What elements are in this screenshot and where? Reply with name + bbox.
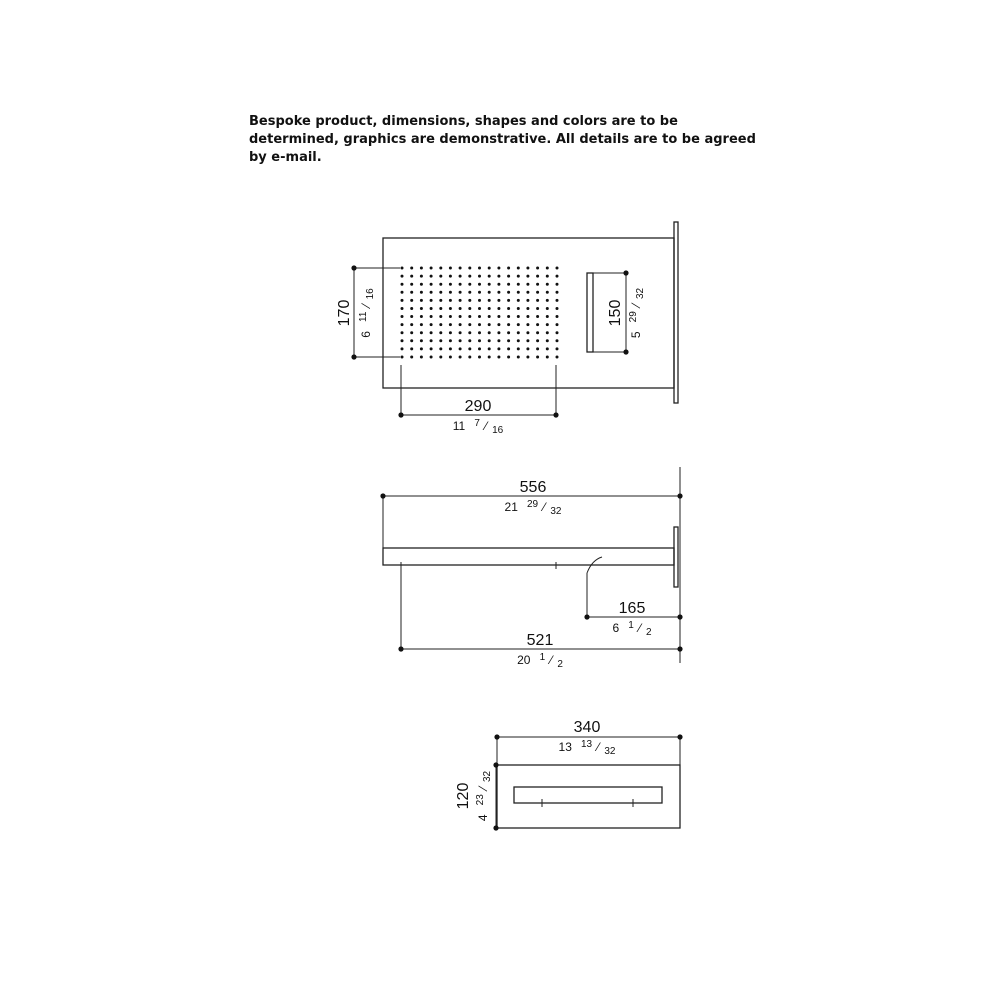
nozzle-dot xyxy=(420,356,423,359)
nozzle-dot xyxy=(536,356,539,359)
arm-profile xyxy=(383,548,674,565)
nozzle-dot xyxy=(449,267,452,270)
nozzle-dot xyxy=(526,323,529,326)
offset-inch-label: 6 $^1$ $_⁄$ 2 xyxy=(612,620,652,638)
nozzle-dot xyxy=(420,283,423,286)
nozzle-dot xyxy=(449,315,452,318)
nozzle-dot xyxy=(556,267,559,270)
nozzle-dot xyxy=(401,307,404,310)
nozzle-dot xyxy=(420,347,423,350)
front-slot xyxy=(514,787,662,803)
nozzle-dot xyxy=(420,307,423,310)
nozzle-dot xyxy=(507,299,510,302)
nozzle-dot xyxy=(410,275,413,278)
nozzle-dot xyxy=(507,315,510,318)
nozzle-dot xyxy=(468,315,471,318)
nozzle-dot xyxy=(488,331,491,334)
nozzle-dot xyxy=(468,299,471,302)
nozzle-dot xyxy=(430,275,433,278)
nozzle-dot xyxy=(449,299,452,302)
nozzle-dot xyxy=(488,291,491,294)
length-inch-label: 20 $^1$ $_⁄$ 2 xyxy=(517,652,563,670)
nozzle-dot xyxy=(449,307,452,310)
front-width-mm-label: 340 xyxy=(573,719,601,736)
nozzle-dot xyxy=(497,347,500,350)
total-mm-label: 556 xyxy=(519,479,547,496)
nozzle-dot xyxy=(468,347,471,350)
nozzle-dot xyxy=(536,267,539,270)
nozzle-dot xyxy=(430,347,433,350)
nozzle-dot xyxy=(459,283,462,286)
nozzle-dot xyxy=(478,315,481,318)
nozzle-dot xyxy=(449,356,452,359)
nozzle-dot xyxy=(439,267,442,270)
nozzle-dot xyxy=(497,291,500,294)
nozzle-dot xyxy=(517,356,520,359)
nozzle-dot xyxy=(556,275,559,278)
nozzle-dot xyxy=(459,267,462,270)
nozzle-dot xyxy=(401,315,404,318)
nozzle-dot xyxy=(410,315,413,318)
waterfall-slot xyxy=(587,273,593,352)
notice-text: Bespoke product, dimensions, shapes and colors are to be determined, graphics are demonstrative. All details are to be agreed by e-mail. xyxy=(249,114,756,165)
nozzle-dot xyxy=(497,356,500,359)
nozzle-dot xyxy=(526,356,529,359)
nozzle-dot xyxy=(478,356,481,359)
nozzle-dot xyxy=(468,275,471,278)
nozzle-dot xyxy=(410,331,413,334)
nozzle-dot xyxy=(488,275,491,278)
nozzle-dot xyxy=(507,283,510,286)
nozzle-dot xyxy=(517,275,520,278)
nozzle-dot xyxy=(488,356,491,359)
nozzle-dot xyxy=(439,323,442,326)
height-dimension xyxy=(336,265,400,359)
nozzle-dot xyxy=(449,283,452,286)
nozzle-dot xyxy=(468,283,471,286)
nozzle-dot xyxy=(526,283,529,286)
nozzle-dot xyxy=(536,299,539,302)
nozzle-dot xyxy=(420,291,423,294)
nozzle-dot xyxy=(507,339,510,342)
nozzle-dot xyxy=(546,315,549,318)
nozzle-dot xyxy=(497,331,500,334)
nozzle-dot xyxy=(430,356,433,359)
nozzle-dot xyxy=(536,339,539,342)
total-inch-label: 21 $^{29}$ $_⁄$ 32 xyxy=(504,499,562,517)
nozzle-dot xyxy=(526,331,529,334)
nozzle-dot xyxy=(420,267,423,270)
nozzle-dot xyxy=(468,323,471,326)
nozzle-dot xyxy=(497,267,500,270)
nozzle-dot xyxy=(507,356,510,359)
nozzle-dot xyxy=(517,323,520,326)
nozzle-dot xyxy=(497,315,500,318)
nozzle-dot xyxy=(459,307,462,310)
nozzle-dot xyxy=(488,299,491,302)
nozzle-dot xyxy=(526,347,529,350)
front-width-inch-label: 13 $^{13}$ $_⁄$ 32 xyxy=(558,739,616,757)
nozzle-dot xyxy=(478,283,481,286)
nozzle-dot xyxy=(439,339,442,342)
nozzle-dot xyxy=(410,356,413,359)
nozzle-dot xyxy=(459,356,462,359)
nozzle-dot xyxy=(497,323,500,326)
nozzle-dot xyxy=(478,323,481,326)
nozzle-dot xyxy=(507,267,510,270)
nozzle-dot xyxy=(488,347,491,350)
nozzle-dot xyxy=(556,347,559,350)
nozzle-dot xyxy=(410,299,413,302)
nozzle-dot xyxy=(526,275,529,278)
nozzle-dot xyxy=(556,331,559,334)
nozzle-dot xyxy=(410,347,413,350)
nozzle-dot xyxy=(468,267,471,270)
nozzle-dot xyxy=(468,307,471,310)
nozzle-dot xyxy=(517,299,520,302)
nozzle-dot xyxy=(536,291,539,294)
nozzle-dot xyxy=(468,339,471,342)
nozzle-dot xyxy=(488,283,491,286)
length-mm-label: 521 xyxy=(526,632,554,649)
nozzle-dot xyxy=(430,299,433,302)
nozzle-dot xyxy=(507,307,510,310)
nozzle-dot xyxy=(556,299,559,302)
nozzle-dot xyxy=(488,339,491,342)
nozzle-dot xyxy=(507,291,510,294)
nozzle-dot xyxy=(401,267,404,270)
nozzle-dot xyxy=(430,283,433,286)
nozzle-dot xyxy=(439,283,442,286)
nozzle-dot xyxy=(517,307,520,310)
nozzle-dot xyxy=(459,331,462,334)
nozzle-dot xyxy=(497,299,500,302)
nozzle-dot xyxy=(410,323,413,326)
nozzle-dot xyxy=(517,291,520,294)
nozzle-dot xyxy=(497,283,500,286)
nozzle-dot xyxy=(507,323,510,326)
nozzle-dot xyxy=(468,331,471,334)
nozzle-dot xyxy=(459,339,462,342)
nozzle-dot xyxy=(410,267,413,270)
nozzle-dot xyxy=(401,331,404,334)
nozzle-dot xyxy=(401,283,404,286)
nozzle-dot xyxy=(439,275,442,278)
nozzle-dot xyxy=(439,315,442,318)
nozzle-dot xyxy=(526,315,529,318)
width-inch-label: 11 $^7$ $_⁄$ 16 xyxy=(452,418,504,436)
nozzle-grid xyxy=(401,267,559,359)
nozzle-dot xyxy=(517,315,520,318)
nozzle-dot xyxy=(488,267,491,270)
nozzle-dot xyxy=(449,323,452,326)
nozzle-dot xyxy=(430,323,433,326)
nozzle-dot xyxy=(401,275,404,278)
top-view xyxy=(336,222,678,436)
nozzle-dot xyxy=(546,283,549,286)
nozzle-dot xyxy=(459,347,462,350)
nozzle-dot xyxy=(536,323,539,326)
nozzle-dot xyxy=(488,315,491,318)
front-view xyxy=(455,719,683,831)
nozzle-dot xyxy=(526,339,529,342)
nozzle-dot xyxy=(420,331,423,334)
nozzle-dot xyxy=(439,291,442,294)
nozzle-dot xyxy=(478,299,481,302)
nozzle-dot xyxy=(507,347,510,350)
nozzle-dot xyxy=(517,347,520,350)
front-height-dimension xyxy=(455,762,499,830)
nozzle-dot xyxy=(478,347,481,350)
front-height-inch-label: 4 $^{23}$ $_⁄$ 32 xyxy=(475,770,493,822)
nozzle-dot xyxy=(556,315,559,318)
nozzle-dot xyxy=(410,307,413,310)
nozzle-dot xyxy=(420,275,423,278)
slot-dimension xyxy=(593,270,646,354)
wall-plate-side xyxy=(674,527,678,587)
nozzle-dot xyxy=(439,356,442,359)
nozzle-dot xyxy=(478,331,481,334)
nozzle-dot xyxy=(420,315,423,318)
nozzle-dot xyxy=(546,299,549,302)
nozzle-dot xyxy=(430,339,433,342)
nozzle-dot xyxy=(556,356,559,359)
nozzle-dot xyxy=(546,275,549,278)
nozzle-dot xyxy=(546,323,549,326)
nozzle-dot xyxy=(546,291,549,294)
nozzle-dot xyxy=(410,291,413,294)
nozzle-dot xyxy=(546,339,549,342)
nozzle-dot xyxy=(420,323,423,326)
nozzle-dot xyxy=(401,339,404,342)
nozzle-dot xyxy=(459,299,462,302)
nozzle-dot xyxy=(439,331,442,334)
nozzle-dot xyxy=(439,307,442,310)
wall-plate xyxy=(674,222,678,403)
width-mm-label: 290 xyxy=(464,398,492,415)
nozzle-dot xyxy=(468,356,471,359)
nozzle-dot xyxy=(420,299,423,302)
nozzle-dot xyxy=(478,275,481,278)
nozzle-dot xyxy=(430,315,433,318)
nozzle-dot xyxy=(556,283,559,286)
nozzle-dot xyxy=(449,275,452,278)
nozzle-dot xyxy=(517,331,520,334)
nozzle-dot xyxy=(536,331,539,334)
offset-dimension xyxy=(584,573,682,638)
nozzle-dot xyxy=(517,267,520,270)
nozzle-dot xyxy=(517,339,520,342)
nozzle-dot xyxy=(459,315,462,318)
nozzle-dot xyxy=(556,291,559,294)
nozzle-dot xyxy=(497,275,500,278)
nozzle-dot xyxy=(536,307,539,310)
nozzle-dot xyxy=(468,291,471,294)
nozzle-dot xyxy=(478,339,481,342)
height-inch-label: 6 $^{11}$ $_⁄$ 16 xyxy=(358,288,376,338)
nozzle-dot xyxy=(526,307,529,310)
nozzle-dot xyxy=(410,339,413,342)
nozzle-dot xyxy=(430,307,433,310)
front-outline xyxy=(497,765,680,828)
nozzle-dot xyxy=(449,291,452,294)
nozzle-dot xyxy=(430,291,433,294)
nozzle-dot xyxy=(546,331,549,334)
nozzle-dot xyxy=(449,339,452,342)
nozzle-dot xyxy=(478,291,481,294)
nozzle-dot xyxy=(449,347,452,350)
nozzle-dot xyxy=(556,339,559,342)
width-dimension xyxy=(398,365,558,436)
nozzle-dot xyxy=(401,323,404,326)
nozzle-dot xyxy=(526,299,529,302)
nozzle-dot xyxy=(507,275,510,278)
nozzle-dot xyxy=(556,307,559,310)
offset-mm-label: 165 xyxy=(618,600,646,617)
slot-mm-label: 150 xyxy=(607,299,624,327)
nozzle-dot xyxy=(507,331,510,334)
nozzle-dot xyxy=(459,291,462,294)
nozzle-dot xyxy=(401,291,404,294)
nozzle-dot xyxy=(401,347,404,350)
nozzle-dot xyxy=(536,283,539,286)
nozzle-dot xyxy=(536,275,539,278)
nozzle-dot xyxy=(430,267,433,270)
nozzle-dot xyxy=(420,339,423,342)
nozzle-dot xyxy=(488,307,491,310)
nozzle-dot xyxy=(478,307,481,310)
front-height-mm-label: 120 xyxy=(455,782,472,810)
front-width-dimension xyxy=(494,719,682,765)
nozzle-dot xyxy=(536,315,539,318)
height-mm-label: 170 xyxy=(336,299,353,327)
nozzle-dot xyxy=(430,331,433,334)
nozzle-dot xyxy=(401,356,404,359)
nozzle-dot xyxy=(488,323,491,326)
nozzle-dot xyxy=(497,339,500,342)
nozzle-dot xyxy=(410,283,413,286)
nozzle-dot xyxy=(401,299,404,302)
slot-inch-label: 5 $^{29}$ $_⁄$ 32 xyxy=(628,287,646,339)
total-length-dimension xyxy=(380,479,682,548)
nozzle-dot xyxy=(478,267,481,270)
nozzle-dot xyxy=(536,347,539,350)
nozzle-dot xyxy=(459,323,462,326)
nozzle-dot xyxy=(497,307,500,310)
nozzle-dot xyxy=(459,275,462,278)
nozzle-dot xyxy=(526,291,529,294)
nozzle-dot xyxy=(517,283,520,286)
nozzle-dot xyxy=(439,347,442,350)
nozzle-dot xyxy=(546,356,549,359)
nozzle-dot xyxy=(526,267,529,270)
nozzle-dot xyxy=(439,299,442,302)
nozzle-dot xyxy=(449,331,452,334)
nozzle-dot xyxy=(556,323,559,326)
nozzle-dot xyxy=(546,347,549,350)
side-view xyxy=(380,467,682,670)
nozzle-dot xyxy=(546,307,549,310)
nozzle-dot xyxy=(546,267,549,270)
